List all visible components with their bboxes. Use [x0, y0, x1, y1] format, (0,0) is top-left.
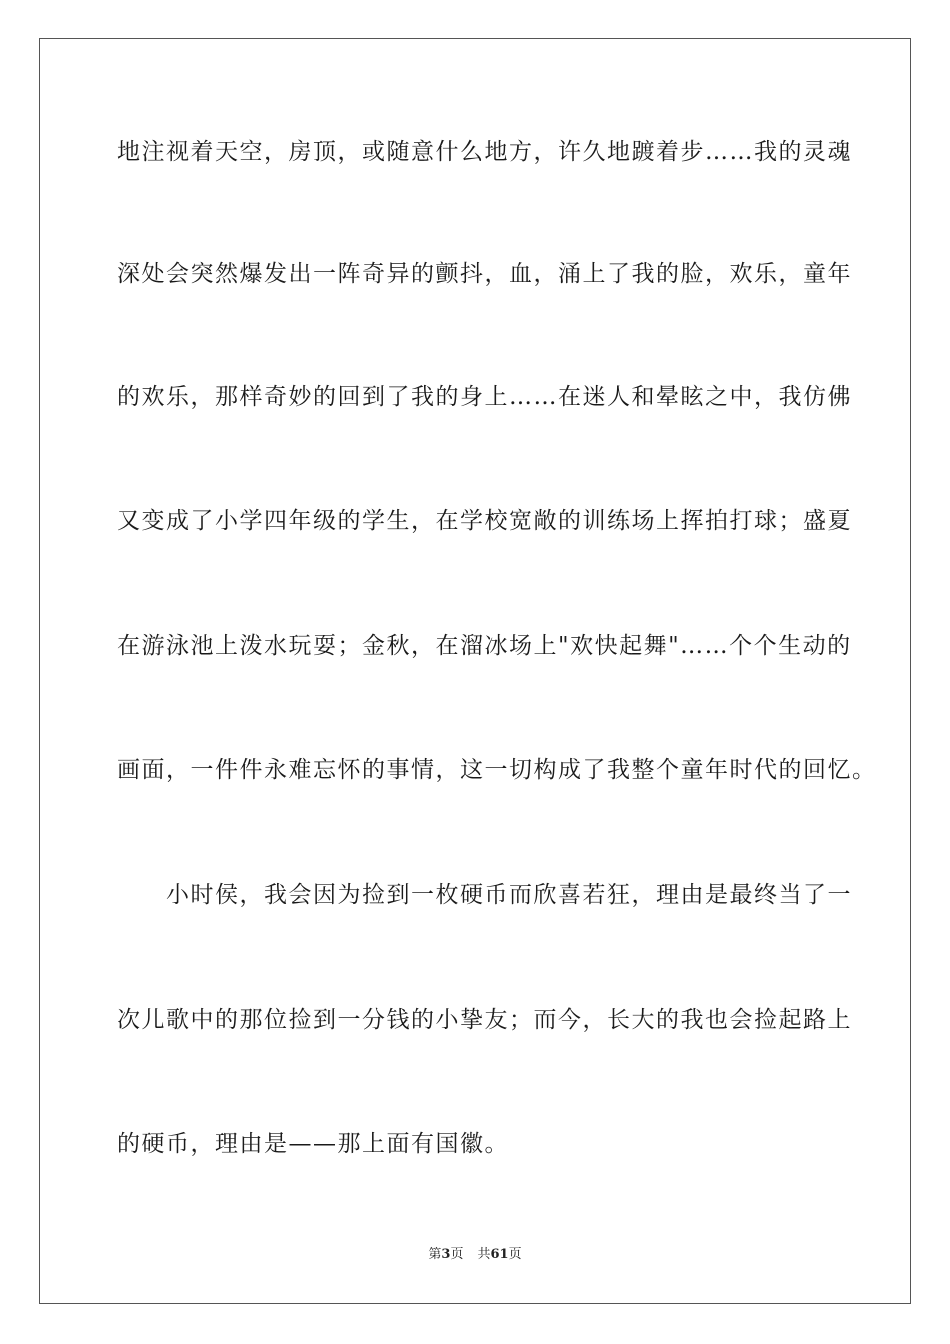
- text-line: 次儿歌中的那位捡到一分钱的小挚友；而今，长大的我也会捡起路上: [117, 1007, 852, 1033]
- page-prefix: 第: [428, 1247, 442, 1262]
- total-suffix: 页: [508, 1247, 522, 1262]
- page-footer: [0, 1247, 950, 1263]
- text-line: 地注视着天空，房顶，或随意什么地方，许久地踱着步……我的灵魂: [117, 139, 852, 165]
- total-prefix: 共: [477, 1247, 491, 1262]
- text-line: 深处会突然爆发出一阵奇异的颤抖，血，涌上了我的脸，欢乐，童年: [117, 261, 852, 287]
- total-pages: 61: [490, 1247, 509, 1262]
- page-suffix: 页: [450, 1247, 464, 1262]
- text-line: 画面，一件件永难忘怀的事情，这一切构成了我整个童年时代的回忆。: [117, 757, 877, 783]
- text-line: 的欢乐，那样奇妙的回到了我的身上……在迷人和晕眩之中，我仿佛: [117, 384, 852, 410]
- text-line: 在游泳池上泼水玩耍；金秋，在溜冰场上"欢快起舞"……个个生动的: [117, 633, 852, 659]
- text-line: 的硬币，理由是——那上面有国徽。: [117, 1131, 509, 1157]
- text-line: 又变成了小学四年级的学生，在学校宽敞的训练场上挥拍打球；盛夏: [117, 508, 852, 534]
- page-frame: [39, 38, 911, 1304]
- paragraph-start-line: 小时侯，我会因为捡到一枚硬币而欣喜若狂，理由是最终当了一: [117, 882, 852, 908]
- page-number: 3: [441, 1247, 451, 1262]
